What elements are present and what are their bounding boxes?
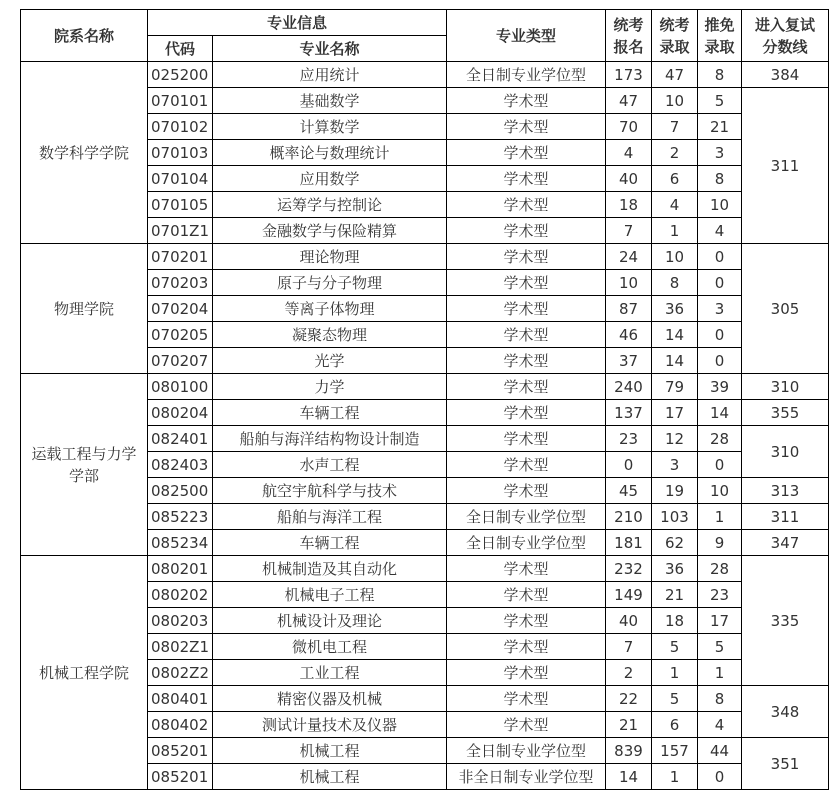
retest-score-cell: 355 — [742, 400, 829, 426]
major-type-cell: 学术型 — [447, 582, 606, 608]
exempt-admitted-cell: 14 — [698, 400, 742, 426]
exam-applicants-cell: 181 — [606, 530, 652, 556]
exam-admitted-cell: 10 — [652, 244, 698, 270]
exam-applicants-cell: 173 — [606, 62, 652, 88]
exam-admitted-cell: 79 — [652, 374, 698, 400]
major-name-cell: 应用统计 — [213, 62, 447, 88]
code-cell: 0701Z1 — [148, 218, 213, 244]
exempt-admitted-cell: 0 — [698, 348, 742, 374]
code-cell: 080100 — [148, 374, 213, 400]
major-name-cell: 船舶与海洋工程 — [213, 504, 447, 530]
table-row — [21, 374, 829, 400]
exam-admitted-cell: 19 — [652, 478, 698, 504]
major-type-cell: 学术型 — [447, 634, 606, 660]
major-type-cell: 全日制专业学位型 — [447, 504, 606, 530]
exam-admitted-cell: 5 — [652, 686, 698, 712]
retest-score-cell: 310 — [742, 374, 829, 400]
code-cell: 0802Z1 — [148, 634, 213, 660]
exempt-admitted-cell: 3 — [698, 296, 742, 322]
code-cell: 082403 — [148, 452, 213, 478]
retest-score-cell: 384 — [742, 62, 829, 88]
major-type-cell: 学术型 — [447, 88, 606, 114]
exempt-admitted-cell: 23 — [698, 582, 742, 608]
major-type-cell: 学术型 — [447, 244, 606, 270]
exempt-admitted-cell: 0 — [698, 764, 742, 790]
major-name-cell: 金融数学与保险精算 — [213, 218, 447, 244]
code-cell: 080401 — [148, 686, 213, 712]
major-type-cell: 学术型 — [447, 478, 606, 504]
code-cell: 080201 — [148, 556, 213, 582]
exam-applicants-cell: 18 — [606, 192, 652, 218]
exam-admitted-cell: 12 — [652, 426, 698, 452]
code-cell: 070103 — [148, 140, 213, 166]
major-type-cell: 学术型 — [447, 166, 606, 192]
major-name-cell: 等离子体物理 — [213, 296, 447, 322]
header-row-1 — [21, 10, 829, 36]
exam-applicants-cell: 4 — [606, 140, 652, 166]
major-name-cell: 车辆工程 — [213, 530, 447, 556]
exam-admitted-cell: 6 — [652, 712, 698, 738]
major-type-cell: 全日制专业学位型 — [447, 530, 606, 556]
header-dept: 院系名称 — [21, 10, 148, 62]
major-name-cell: 测试计量技术及仪器 — [213, 712, 447, 738]
major-name-cell: 原子与分子物理 — [213, 270, 447, 296]
code-cell: 070201 — [148, 244, 213, 270]
exam-applicants-cell: 23 — [606, 426, 652, 452]
major-type-cell: 学术型 — [447, 322, 606, 348]
major-type-cell: 学术型 — [447, 426, 606, 452]
code-cell: 070203 — [148, 270, 213, 296]
code-cell: 082401 — [148, 426, 213, 452]
exempt-admitted-cell: 4 — [698, 712, 742, 738]
major-type-cell: 学术型 — [447, 192, 606, 218]
exempt-admitted-cell: 0 — [698, 270, 742, 296]
exam-applicants-cell: 0 — [606, 452, 652, 478]
exam-admitted-cell: 5 — [652, 634, 698, 660]
exempt-admitted-cell: 1 — [698, 660, 742, 686]
retest-score-cell: 351 — [742, 738, 829, 790]
exam-admitted-cell: 3 — [652, 452, 698, 478]
exempt-admitted-cell: 28 — [698, 556, 742, 582]
retest-score-cell: 305 — [742, 244, 829, 374]
major-name-cell: 机械电子工程 — [213, 582, 447, 608]
exempt-admitted-cell: 0 — [698, 322, 742, 348]
exam-admitted-cell: 18 — [652, 608, 698, 634]
exempt-admitted-cell: 5 — [698, 634, 742, 660]
major-name-cell: 机械设计及理论 — [213, 608, 447, 634]
major-type-cell: 学术型 — [447, 374, 606, 400]
code-cell: 070104 — [148, 166, 213, 192]
major-name-cell: 理论物理 — [213, 244, 447, 270]
code-cell: 025200 — [148, 62, 213, 88]
retest-score-cell: 310 — [742, 426, 829, 478]
major-type-cell: 学术型 — [447, 114, 606, 140]
major-type-cell: 学术型 — [447, 218, 606, 244]
exam-applicants-cell: 7 — [606, 634, 652, 660]
exam-admitted-cell: 21 — [652, 582, 698, 608]
major-name-cell: 力学 — [213, 374, 447, 400]
major-name-cell: 工业工程 — [213, 660, 447, 686]
retest-score-cell: 311 — [742, 504, 829, 530]
exam-applicants-cell: 40 — [606, 608, 652, 634]
exempt-admitted-cell: 4 — [698, 218, 742, 244]
exam-admitted-cell: 14 — [652, 322, 698, 348]
exempt-admitted-cell: 9 — [698, 530, 742, 556]
code-cell: 082500 — [148, 478, 213, 504]
code-cell: 070205 — [148, 322, 213, 348]
exam-admitted-cell: 103 — [652, 504, 698, 530]
header-retest-score: 进入复试 分数线 — [742, 10, 829, 62]
major-type-cell: 学术型 — [447, 660, 606, 686]
table-body — [21, 10, 829, 790]
exempt-admitted-cell: 0 — [698, 452, 742, 478]
exempt-admitted-cell: 3 — [698, 140, 742, 166]
exam-admitted-cell: 6 — [652, 166, 698, 192]
dept-name-cell: 物理学院 — [21, 244, 148, 374]
major-type-cell: 学术型 — [447, 686, 606, 712]
exam-applicants-cell: 210 — [606, 504, 652, 530]
code-cell: 080402 — [148, 712, 213, 738]
exam-applicants-cell: 839 — [606, 738, 652, 764]
major-type-cell: 学术型 — [447, 140, 606, 166]
major-name-cell: 基础数学 — [213, 88, 447, 114]
code-cell: 070101 — [148, 88, 213, 114]
exam-admitted-cell: 8 — [652, 270, 698, 296]
exam-admitted-cell: 157 — [652, 738, 698, 764]
exempt-admitted-cell: 10 — [698, 478, 742, 504]
major-name-cell: 精密仪器及机械 — [213, 686, 447, 712]
exam-applicants-cell: 14 — [606, 764, 652, 790]
major-name-cell: 航空宇航科学与技术 — [213, 478, 447, 504]
exempt-admitted-cell: 17 — [698, 608, 742, 634]
major-type-cell: 全日制专业学位型 — [447, 62, 606, 88]
exam-applicants-cell: 45 — [606, 478, 652, 504]
code-cell: 085234 — [148, 530, 213, 556]
major-type-cell: 学术型 — [447, 608, 606, 634]
exam-applicants-cell: 22 — [606, 686, 652, 712]
exam-applicants-cell: 149 — [606, 582, 652, 608]
code-cell: 080203 — [148, 608, 213, 634]
exam-applicants-cell: 47 — [606, 88, 652, 114]
major-name-cell: 机械工程 — [213, 764, 447, 790]
exam-admitted-cell: 14 — [652, 348, 698, 374]
exam-applicants-cell: 232 — [606, 556, 652, 582]
retest-score-cell: 313 — [742, 478, 829, 504]
major-name-cell: 光学 — [213, 348, 447, 374]
exam-applicants-cell: 46 — [606, 322, 652, 348]
major-type-cell: 学术型 — [447, 452, 606, 478]
exempt-admitted-cell: 8 — [698, 166, 742, 192]
major-type-cell: 非全日制专业学位型 — [447, 764, 606, 790]
exam-admitted-cell: 10 — [652, 88, 698, 114]
exempt-admitted-cell: 1 — [698, 504, 742, 530]
table-row — [21, 62, 829, 88]
retest-score-cell: 348 — [742, 686, 829, 738]
header-exempt-admitted: 推免 录取 — [698, 10, 742, 62]
code-cell: 070204 — [148, 296, 213, 322]
header-exam-admitted: 统考 录取 — [652, 10, 698, 62]
table-row — [21, 556, 829, 582]
header-major-name: 专业名称 — [213, 36, 447, 62]
major-name-cell: 应用数学 — [213, 166, 447, 192]
exam-applicants-cell: 7 — [606, 218, 652, 244]
table-row — [21, 244, 829, 270]
exempt-admitted-cell: 21 — [698, 114, 742, 140]
major-name-cell: 机械工程 — [213, 738, 447, 764]
exempt-admitted-cell: 10 — [698, 192, 742, 218]
retest-score-cell: 335 — [742, 556, 829, 686]
exempt-admitted-cell: 44 — [698, 738, 742, 764]
exam-applicants-cell: 137 — [606, 400, 652, 426]
code-cell: 085223 — [148, 504, 213, 530]
major-type-cell: 学术型 — [447, 270, 606, 296]
exam-admitted-cell: 7 — [652, 114, 698, 140]
exam-admitted-cell: 36 — [652, 556, 698, 582]
exam-applicants-cell: 40 — [606, 166, 652, 192]
exam-applicants-cell: 10 — [606, 270, 652, 296]
header-major-info: 专业信息 — [148, 10, 447, 36]
code-cell: 080204 — [148, 400, 213, 426]
dept-name-cell: 数学科学学院 — [21, 62, 148, 244]
header-code: 代码 — [148, 36, 213, 62]
major-name-cell: 微机电工程 — [213, 634, 447, 660]
code-cell: 0802Z2 — [148, 660, 213, 686]
exam-applicants-cell: 21 — [606, 712, 652, 738]
exam-applicants-cell: 24 — [606, 244, 652, 270]
major-type-cell: 学术型 — [447, 556, 606, 582]
exam-admitted-cell: 47 — [652, 62, 698, 88]
code-cell: 085201 — [148, 738, 213, 764]
exam-applicants-cell: 87 — [606, 296, 652, 322]
admission-score-table — [20, 9, 829, 790]
major-name-cell: 机械制造及其自动化 — [213, 556, 447, 582]
exam-admitted-cell: 2 — [652, 140, 698, 166]
dept-name-cell: 机械工程学院 — [21, 556, 148, 790]
major-type-cell: 学术型 — [447, 712, 606, 738]
exam-admitted-cell: 1 — [652, 218, 698, 244]
code-cell: 070102 — [148, 114, 213, 140]
exam-admitted-cell: 4 — [652, 192, 698, 218]
dept-name-cell: 运载工程与力学学部 — [21, 374, 148, 556]
major-name-cell: 凝聚态物理 — [213, 322, 447, 348]
major-name-cell: 运筹学与控制论 — [213, 192, 447, 218]
code-cell: 080202 — [148, 582, 213, 608]
major-name-cell: 水声工程 — [213, 452, 447, 478]
major-type-cell: 学术型 — [447, 296, 606, 322]
exam-admitted-cell: 36 — [652, 296, 698, 322]
exam-admitted-cell: 17 — [652, 400, 698, 426]
exempt-admitted-cell: 28 — [698, 426, 742, 452]
major-type-cell: 全日制专业学位型 — [447, 738, 606, 764]
major-name-cell: 概率论与数理统计 — [213, 140, 447, 166]
exempt-admitted-cell: 8 — [698, 62, 742, 88]
exempt-admitted-cell: 0 — [698, 244, 742, 270]
major-name-cell: 车辆工程 — [213, 400, 447, 426]
exam-applicants-cell: 2 — [606, 660, 652, 686]
exempt-admitted-cell: 8 — [698, 686, 742, 712]
major-type-cell: 学术型 — [447, 400, 606, 426]
retest-score-cell: 311 — [742, 88, 829, 244]
exam-admitted-cell: 1 — [652, 764, 698, 790]
major-name-cell: 计算数学 — [213, 114, 447, 140]
exam-applicants-cell: 240 — [606, 374, 652, 400]
major-type-cell: 学术型 — [447, 348, 606, 374]
major-name-cell: 船舶与海洋结构物设计制造 — [213, 426, 447, 452]
exam-admitted-cell: 1 — [652, 660, 698, 686]
exempt-admitted-cell: 39 — [698, 374, 742, 400]
exam-applicants-cell: 37 — [606, 348, 652, 374]
exam-applicants-cell: 70 — [606, 114, 652, 140]
exam-admitted-cell: 62 — [652, 530, 698, 556]
retest-score-cell: 347 — [742, 530, 829, 556]
code-cell: 070105 — [148, 192, 213, 218]
exempt-admitted-cell: 5 — [698, 88, 742, 114]
code-cell: 085201 — [148, 764, 213, 790]
code-cell: 070207 — [148, 348, 213, 374]
header-exam-applicants: 统考 报名 — [606, 10, 652, 62]
header-major-type: 专业类型 — [447, 10, 606, 62]
